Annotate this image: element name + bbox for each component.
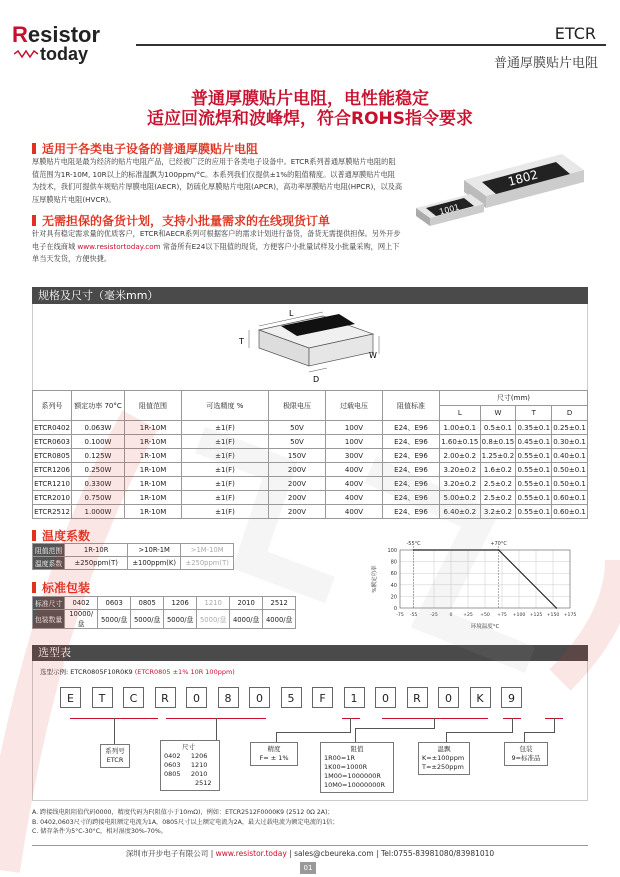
footer-divider (32, 845, 588, 846)
spec-cell: 0.330W (72, 477, 125, 491)
spec-cell: E24、E96 (383, 477, 440, 491)
spec-cell: 0.55±0.1 (516, 463, 552, 477)
legend-series: 系列号 ETCR (100, 744, 130, 768)
x-tick-label: -25 (430, 613, 438, 618)
spec-cell: 200V (269, 505, 326, 519)
connector (276, 732, 351, 733)
annotation-label: -55°C (406, 541, 421, 547)
spec-cell: 200V (269, 463, 326, 477)
spec-cell: 100V (326, 421, 383, 435)
spec-cell: 0.100W (72, 435, 125, 449)
section-title-usage: 适用于各类电子设备的普通厚膜贴片电阻 (32, 140, 258, 157)
packaging-cell: 标准尺寸 (33, 597, 65, 610)
col-max-voltage: 极限电压 (269, 391, 326, 421)
y-axis-label: %额定功率 (372, 565, 378, 593)
spec-cell: 0.55±0.1 (516, 505, 552, 519)
y-tick-label: 80 (390, 559, 397, 566)
dim-label-L: L (289, 309, 294, 318)
spec-cell: ETCR0402 (33, 421, 72, 435)
packaging-cell: 2512 (263, 597, 296, 610)
spec-cell: 400V (326, 491, 383, 505)
tcr-cell: ±100ppm(K) (128, 557, 181, 570)
legend-size: 尺寸 0402 1206 0603 1210 0805 2010 2512 (160, 740, 220, 791)
spec-cell: 0.60±0.1 (552, 491, 588, 505)
spec-cell: 200V (269, 477, 326, 491)
col-tolerance: 可选精度 % (182, 391, 269, 421)
code-char-box: K (470, 687, 491, 708)
y-tick-label: 40 (390, 582, 397, 589)
spec-table (32, 390, 588, 519)
dimension-drawing (33, 304, 589, 390)
connector (276, 732, 277, 742)
spec-cell: 1R-10M (125, 505, 182, 519)
legend-precision: 精度 F= ± 1% (250, 742, 298, 766)
logo-text: Resistor (12, 22, 101, 47)
connector (524, 732, 555, 733)
spec-cell: 0.40±0.1 (552, 449, 588, 463)
code-char-box: C (123, 687, 144, 708)
legend-pack: 包装 9=标准品 (504, 742, 548, 766)
header-divider (136, 44, 606, 46)
notes (32, 808, 339, 837)
group-precision-line (342, 718, 360, 719)
y-tick-label: 60 (390, 571, 397, 578)
connector (114, 718, 115, 744)
code-char-box: T (92, 687, 113, 708)
spec-cell: ETCR1206 (33, 463, 72, 477)
connector (350, 718, 351, 732)
spec-cell: ±1(F) (182, 449, 269, 463)
spec-drawing-area (32, 304, 588, 390)
connector (554, 718, 555, 732)
spec-cell: 1.000W (72, 505, 125, 519)
code-char-box: 9 (501, 687, 522, 708)
spec-cell: ±1(F) (182, 435, 269, 449)
page-number: 01 (300, 862, 316, 874)
spec-cell: 0.55±0.1 (516, 491, 552, 505)
packaging-cell: 4000/盘 (263, 610, 296, 629)
intro-paragraph: 厚膜贴片电阻是最为经济的贴片电阻产品，已经被广泛的应用于各类电子设备中。ETCR系列普通厚膜贴片电阻的阻值范围为1R-10M, 10R以上的标准温飘为100ppm/°C。本系列我们仅提供±1%的阻值精度。以普通厚膜贴片电阻为技术，我们可提供车规贴片厚膜电阻(AECR)，防硫化厚膜贴片电阻(APCR)，高功率厚膜贴片电阻(HPCR)，以及高压厚膜贴片电阻(HVCR)。 (32, 157, 403, 204)
x-tick-label: -55 (409, 613, 418, 618)
product-code: ETCR (554, 24, 596, 43)
connector (355, 728, 356, 742)
packaging-table (32, 596, 296, 629)
spec-cell: E24、E96 (383, 491, 440, 505)
selection-area (32, 661, 588, 801)
spec-cell: 2.5±0.2 (480, 491, 516, 505)
code-char-box: 0 (249, 687, 270, 708)
spec-cell: E24、E96 (383, 505, 440, 519)
legend-resistance: 阻值 1R00=1R 1K00=1000R 1M00=1000000R 10M0=10000000R (320, 742, 394, 793)
spec-cell: ±1(F) (182, 491, 269, 505)
spec-row (33, 463, 588, 477)
spec-cell: 300V (326, 449, 383, 463)
selection-example: 选型示例: ETCR0805F10R0K9 (ETCR0805 ±1% 10R 100ppm) (40, 668, 235, 676)
headline-2: 适应回流焊和波峰焊，符合ROHS指令要求 (146, 109, 473, 129)
chip-label-1802: 1802 (506, 167, 540, 189)
col-series: 系列号 (33, 391, 72, 421)
logo-wave-icon (14, 50, 40, 58)
spec-row (33, 491, 588, 505)
col-W: W (480, 406, 516, 421)
derating-point (498, 549, 500, 551)
spec-cell: 1R-10M (125, 463, 182, 477)
spec-cell: 1R-10M (125, 449, 182, 463)
spec-cell: ETCR2512 (33, 505, 72, 519)
spec-cell: ETCR1210 (33, 477, 72, 491)
section-title-stock: 无需担保的备货计划，支持小批量需求的在线现货订单 (32, 212, 330, 229)
spec-cell: E24、E96 (383, 449, 440, 463)
note-a: A. 跨接线电阻阻值代码0000，精度代码为F(阻值小于10mΩ)，例如：ETCR2512F0000K9 (2512 0Ω 2A)； (32, 809, 334, 816)
connector (434, 718, 435, 728)
y-tick-label: 0 (393, 606, 397, 612)
x-axis-label: 环境温度°C (470, 624, 500, 630)
headline-1: 普通厚膜贴片电阻，电性能稳定 (191, 89, 429, 109)
packaging-cell: 2010 (230, 597, 263, 610)
spec-cell: ETCR2010 (33, 491, 72, 505)
col-range: 阻值范围 (125, 391, 182, 421)
spec-cell: 0.8±0.15 (480, 435, 516, 449)
spec-cell: 50V (269, 421, 326, 435)
x-tick-label: -75 (396, 613, 404, 618)
spec-cell: 2.00±0.2 (440, 449, 481, 463)
section-title-tcr: 温度系数 (32, 527, 90, 544)
packaging-cell: 0805 (131, 597, 164, 610)
footer-contact: 深圳市开步电子有限公司 | www.resistor.today | sales@cbeureka.com | Tel:0755-83981080/83981010 (125, 849, 495, 858)
code-char-box: 8 (218, 687, 239, 708)
connector (355, 728, 435, 729)
spec-cell: 0.5±0.1 (480, 421, 516, 435)
spec-cell: 400V (326, 477, 383, 491)
shop-link[interactable]: www.resistortoday.com (77, 241, 161, 251)
spec-cell: 6.40±0.2 (440, 505, 481, 519)
spec-cell: 0.063W (72, 421, 125, 435)
spec-row (33, 505, 588, 519)
col-overload-voltage: 过载电压 (326, 391, 383, 421)
spec-cell: 3.20±0.2 (440, 463, 481, 477)
code-char-box: R (155, 687, 176, 708)
spec-cell: 1.60±0.15 (440, 435, 481, 449)
spec-cell: 3.20±0.2 (440, 477, 481, 491)
tcr-cell: 阻值范围 (33, 544, 65, 557)
spec-cell: ±1(F) (182, 421, 269, 435)
chip-label-1001: 1001 (438, 202, 461, 217)
spec-cell: 50V (269, 435, 326, 449)
spec-cell: 5.00±0.2 (440, 491, 481, 505)
spec-row (33, 421, 588, 435)
spec-cell: E24、E96 (383, 421, 440, 435)
col-standard: 阻值标准 (383, 391, 440, 421)
spec-cell: ±1(F) (182, 505, 269, 519)
connector (446, 732, 447, 742)
spec-cell: 0.55±0.1 (516, 449, 552, 463)
spec-cell: 0.750W (72, 491, 125, 505)
spec-cell: 0.125W (72, 449, 125, 463)
packaging-cell: 0603 (98, 597, 131, 610)
spec-cell: ETCR0805 (33, 449, 72, 463)
spec-cell: 0.55±0.1 (516, 477, 552, 491)
connector (512, 718, 513, 732)
code-char-box: R (407, 687, 428, 708)
x-tick-label: +50 (480, 613, 490, 618)
spec-cell: 1.25±0.2 (480, 449, 516, 463)
spec-cell: ETCR0603 (33, 435, 72, 449)
spec-cell: E24、E96 (383, 435, 440, 449)
spec-cell: 0.35±0.1 (516, 421, 552, 435)
spec-row (33, 477, 588, 491)
packaging-cell: 4000/盘 (230, 610, 263, 629)
selection-panel-title: 选型表 (32, 645, 588, 661)
x-tick-label: +25 (463, 613, 473, 618)
x-tick-label: +75 (497, 613, 507, 618)
code-char-box: 5 (281, 687, 302, 708)
derating-point (556, 607, 558, 609)
col-D: D (552, 406, 588, 421)
packaging-cell: 5000/盘 (164, 610, 197, 629)
spec-cell: 0.25±0.1 (552, 421, 588, 435)
y-tick-label: 20 (390, 594, 397, 601)
footer-site-link[interactable]: www.resistor.today (215, 849, 287, 858)
y-tick-label: 100 (387, 548, 397, 554)
spec-cell: 2.5±0.2 (480, 477, 516, 491)
spec-cell: 150V (269, 449, 326, 463)
code-char-box: E (60, 687, 81, 708)
spec-cell: 1R-10M (125, 477, 182, 491)
annotation-label: +70°C (490, 541, 507, 547)
packaging-cell: 0402 (65, 597, 98, 610)
packaging-cell: 包装数量 (33, 610, 65, 629)
spec-cell: 0.45±0.1 (516, 435, 552, 449)
code-char-box: 0 (186, 687, 207, 708)
x-tick-label: +175 (563, 613, 577, 618)
connector (524, 732, 525, 742)
tcr-cell: 1R-10R (65, 544, 128, 557)
code-char-box: 0 (375, 687, 396, 708)
spec-cell: 1.00±0.1 (440, 421, 481, 435)
x-tick-label: 0 (449, 613, 453, 618)
packaging-cell: 1206 (164, 597, 197, 610)
tcr-cell: >1M-10M (181, 544, 234, 557)
spec-cell: 200V (269, 491, 326, 505)
packaging-cell: 1210 (197, 597, 230, 610)
col-L: L (440, 406, 481, 421)
spec-cell: 3.2±0.2 (480, 505, 516, 519)
spec-cell: 400V (326, 463, 383, 477)
dim-label-D: D (313, 375, 320, 384)
spec-cell: 1R-10M (125, 435, 182, 449)
x-tick-label: +125 (529, 613, 543, 618)
connector (216, 718, 217, 740)
packaging-cell: 5000/盘 (197, 610, 230, 629)
spec-row (33, 435, 588, 449)
spec-cell: E24、E96 (383, 463, 440, 477)
chip-resistor-image (412, 148, 592, 238)
col-size: 尺寸(mm) (440, 391, 588, 406)
tcr-cell: 温度系数 (33, 557, 65, 570)
packaging-cell: 5000/盘 (98, 610, 131, 629)
spec-cell: 1.6±0.2 (480, 463, 516, 477)
dim-label-T: T (239, 337, 244, 346)
group-resistance-line (382, 718, 488, 719)
note-c: C. 储存条件为5°C-30°C，相对湿度30%-70%。 (32, 828, 167, 835)
derating-chart (366, 538, 588, 630)
spec-cell: 0.250W (72, 463, 125, 477)
spec-cell: 0.60±0.1 (552, 505, 588, 519)
spec-cell: 0.30±0.1 (552, 435, 588, 449)
code-char-box: 0 (438, 687, 459, 708)
spec-cell: 1R-10M (125, 421, 182, 435)
code-char-box: 1 (344, 687, 365, 708)
code-char-box: F (312, 687, 333, 708)
tcr-cell: ±250ppm(T) (65, 557, 128, 570)
stock-paragraph: 针对具有稳定需求量的优质客户，ETCR和AECR系列可根据客户的需求计划进行备货，备货无需提供担保。另外开步电子在线商城 www.resistortoday.com 常备所有E24以下阻值的现货，方便客户小批量试样及小批量采购，网上下单当天发货，方便快捷。 (32, 229, 401, 263)
note-b: B. 0402,0603尺寸的跨接电阻额定电流为1A，0805尺寸以上额定电流为2A，最大过载电流为额定电流的1倍； (32, 818, 339, 826)
packaging-cell: 5000/盘 (131, 610, 164, 629)
connector (446, 732, 513, 733)
spec-cell: 0.50±0.1 (552, 463, 588, 477)
spec-cell: 0.50±0.1 (552, 477, 588, 491)
spec-cell: 100V (326, 435, 383, 449)
spec-cell: ±1(F) (182, 463, 269, 477)
legend-tcr: 温飘 K=±100ppm T=±250ppm (418, 742, 470, 775)
x-tick-label: +150 (546, 613, 560, 618)
derating-point (413, 549, 415, 551)
spec-cell: 1R-10M (125, 491, 182, 505)
spec-row (33, 449, 588, 463)
product-subtitle: 普通厚膜贴片电阻 (493, 56, 598, 71)
tcr-cell: ±250ppm(T) (181, 557, 234, 570)
spec-cell: 400V (326, 505, 383, 519)
x-tick-label: +100 (512, 613, 526, 618)
spec-panel-title: 规格及尺寸（毫米mm） (32, 287, 588, 304)
section-title-packaging: 标准包装 (32, 579, 90, 596)
col-power: 额定功率 70°C (72, 391, 125, 421)
packaging-cell: 10000/盘 (65, 610, 98, 629)
tcr-table (32, 543, 234, 570)
spec-cell: ±1(F) (182, 477, 269, 491)
tcr-cell: >10R-1M (128, 544, 181, 557)
col-T: T (516, 406, 552, 421)
dim-label-W: W (369, 351, 377, 360)
logo-today: today (40, 44, 89, 64)
